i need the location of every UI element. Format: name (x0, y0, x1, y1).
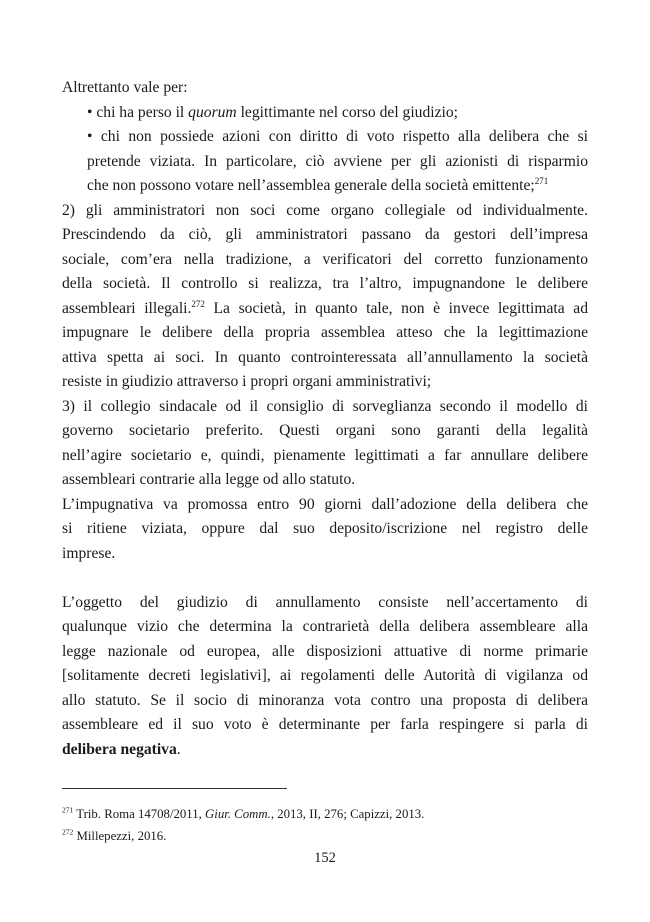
para-4-line-3 (62, 542, 588, 567)
para-4-text-1: L’impugnativa va promossa entro 90 giorni dall’adozione della delibera che (62, 495, 588, 513)
footnote-separator (62, 788, 287, 789)
footnote-ref-271[interactable]: 271 (534, 175, 549, 186)
para-2-line-4 (62, 272, 588, 297)
para-2-text-5b: La società, in quanto tale, non è invece legittimata ad (204, 299, 588, 317)
para-5-line-3 (62, 640, 588, 665)
intro-line (62, 76, 588, 101)
para-2-text-8: resiste in giudizio attraverso i propri organi amministrativi; (62, 373, 432, 390)
para-5-line-1 (62, 591, 588, 616)
delibera-negativa-term: delibera negativa (62, 740, 177, 758)
para-2-line-6 (62, 321, 588, 346)
para-5-line-6 (62, 713, 588, 738)
para-3-text-3: nell’agire societario e, quindi, pienamente legittimati a far annullare delibere (62, 446, 588, 464)
para-4-text-3: imprese. (62, 544, 116, 562)
para-2-line-1 (62, 199, 588, 224)
bullet-1 (62, 101, 588, 126)
para-5-line-5 (62, 689, 588, 714)
para-3-line-4 (62, 468, 588, 493)
footnote-journal: Giur. Comm. (205, 807, 271, 821)
bullet-2-line-2 (62, 150, 588, 175)
para-5-text-4: [solitamente decreti legislativi], ai regolamenti delle Autorità di vigilanza od (62, 667, 588, 684)
para-4-line-2 (62, 517, 588, 542)
para-3-line-3 (62, 444, 588, 469)
para-2-line-3 (62, 248, 588, 273)
para-2-line-8 (62, 370, 588, 395)
para-3-line-1 (62, 395, 588, 420)
para-3-text-4: assembleari contrarie alla legge od allo statuto. (62, 471, 356, 488)
para-2-line-7 (62, 346, 588, 371)
bullet-2-line-3 (62, 174, 588, 199)
paragraph-gap (62, 566, 588, 591)
page-number: 152 (314, 850, 336, 866)
para-2-text-2: Prescindendo da ciò, gli amministratori passano da gestori dell’impresa (62, 226, 588, 243)
para-2-text-1: 2) gli amministratori non soci come organo collegiale od individualmente. (62, 201, 588, 219)
para-3-text-2: governo societario preferito. Questi organi sono garanti della legalità (62, 422, 588, 439)
footnotes (62, 803, 588, 847)
para-5-line-7 (62, 738, 588, 763)
footnote-ref-272[interactable]: 272 (191, 298, 205, 309)
bullet-2-text-3: che non possono votare nell’assemblea generale della società emittente; (87, 177, 535, 194)
para-2-line-2 (62, 223, 588, 248)
intro-text: Altrettanto vale per: (62, 79, 188, 96)
para-4-line-1 (62, 493, 588, 518)
bullet-2-text-2: pretende viziata. In particolare, ciò avviene per gli azionisti di risparmio (87, 152, 588, 170)
para-2-line-5 (62, 297, 588, 322)
para-5-line-2 (62, 615, 588, 640)
bullet-2-text-1: • chi non possiede azioni con diritto di voto rispetto alla delibera che si (87, 128, 588, 145)
para-4-text-2: si ritiene viziata, oppure dal suo deposito/iscrizione nel registro delle (62, 520, 588, 537)
para-5-text-7: . (176, 740, 181, 758)
para-2-text-7: attiva spetta ai soci. In quanto controinteressata all’annullamento la società (62, 348, 588, 366)
bullet-1-text-end: legittimante nel corso del giudizio; (236, 103, 458, 121)
para-5-text-2: qualunque vizio che determina la contrarietà della delibera assembleare alla (62, 618, 588, 635)
para-2-text-3: sociale, com’era nella tradizione, a verificatori del corretto funzionamento (62, 250, 588, 268)
para-3-text-1: 3) il collegio sindacale od il consiglio di sorveglianza secondo il modello di (62, 397, 588, 415)
bullet-2-line-1 (62, 125, 588, 150)
para-5-line-4 (62, 664, 588, 689)
para-5-text-5: allo statuto. Se il socio di minoranza vota contro una proposta di delibera (62, 691, 588, 709)
footnote-272 (62, 825, 588, 847)
footnote-number: 271 (62, 805, 74, 815)
bullet-1-italic: quorum (188, 103, 237, 121)
para-2-text-5a: assembleari illegali. (62, 299, 192, 317)
footnote-number: 272 (62, 827, 74, 837)
para-5-text-3: legge nazionale od europea, alle disposizioni attuative di norme primarie (62, 642, 588, 660)
footnote-text-end: , 2013, II, 276; Capizzi, 2013. (270, 807, 425, 821)
para-5-text-6: assembleare ed il suo voto è determinante per farla respingere si parla di (62, 716, 588, 733)
page-body (62, 76, 588, 762)
para-2-text-4: della società. Il controllo si realizza, tra l’altro, impugnandone le delibere (62, 275, 588, 292)
para-3-line-2 (62, 419, 588, 444)
footnote-text: Millepezzi, 2016. (73, 829, 167, 843)
para-2-text-6: impugnare le delibere della propria assemblea atteso che la legittimazione (62, 324, 588, 341)
bullet-1-text: • chi ha perso il (87, 103, 189, 121)
footnote-271 (62, 803, 588, 825)
para-5-text-1: L’oggetto del giudizio di annullamento consiste nell’accertamento di (62, 593, 588, 611)
footnote-text: Trib. Roma 14708/2011, (73, 807, 206, 821)
